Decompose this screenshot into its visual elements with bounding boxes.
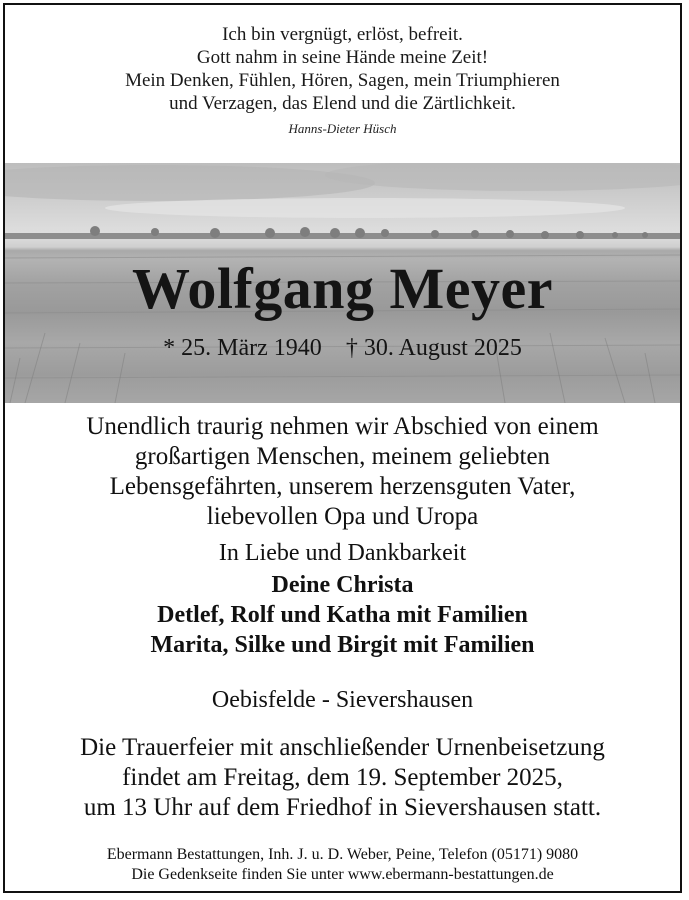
service-line: findet am Freitag, dem 19. September 2025, (122, 764, 563, 791)
poem-line: Gott nahm in seine Hände meine Zeit! (196, 47, 489, 68)
closing-phrase: In Liebe und Dankbarkeit (218, 540, 467, 566)
place-names: Oebisfelde - Sievershausen (211, 687, 474, 713)
wheat-field-photo (5, 163, 680, 403)
funeral-home-footer (5, 845, 680, 885)
mourner-entry: Detlef, Rolf und Katha mit Familien (157, 602, 528, 628)
service-line: Die Trauerfeier mit anschließender Urnenbeisetzung (80, 734, 605, 761)
deceased-name: Wolfgang Meyer (132, 256, 553, 321)
farewell-line: Unendlich traurig nehmen wir Abschied von einem (86, 413, 599, 440)
funeral-service-info (5, 733, 680, 823)
poem-line: und Verzagen, das Elend und die Zärtlichkeit. (169, 93, 516, 114)
service-line: um 13 Uhr auf dem Friedhof in Sievershausen statt. (83, 794, 602, 821)
obituary-frame (3, 3, 682, 893)
poem-line: Ich bin vergnügt, erlöst, befreit. (222, 24, 463, 45)
farewell-line: Lebensgefährten, unserem herzensguten Vater, (109, 473, 576, 500)
birth-date: * 25. März 1940 (163, 335, 322, 361)
death-date: † 30. August 2025 (345, 335, 522, 361)
poem-author: Hanns-Dieter Hüsch (288, 121, 397, 136)
memorial-page-note: Die Gedenkseite finden Sie unter www.ebermann-bestattungen.de (131, 866, 554, 883)
mourner-entry: Deine Christa (271, 572, 414, 598)
poem-quote (5, 23, 680, 137)
life-dates (5, 335, 680, 362)
farewell-line: großartigen Menschen, meinem geliebten (134, 443, 551, 470)
farewell-line: liebevollen Opa und Uropa (206, 503, 479, 530)
poem-line: Mein Denken, Fühlen, Hören, Sagen, mein Triumphieren (125, 70, 560, 91)
funeral-home-contact: Ebermann Bestattungen, Inh. J. u. D. Weber, Peine, Telefon (05171) 9080 (106, 846, 579, 863)
mourners-list (5, 570, 680, 660)
mourner-entry: Marita, Silke und Birgit mit Familien (150, 632, 535, 658)
farewell-text (5, 412, 680, 532)
